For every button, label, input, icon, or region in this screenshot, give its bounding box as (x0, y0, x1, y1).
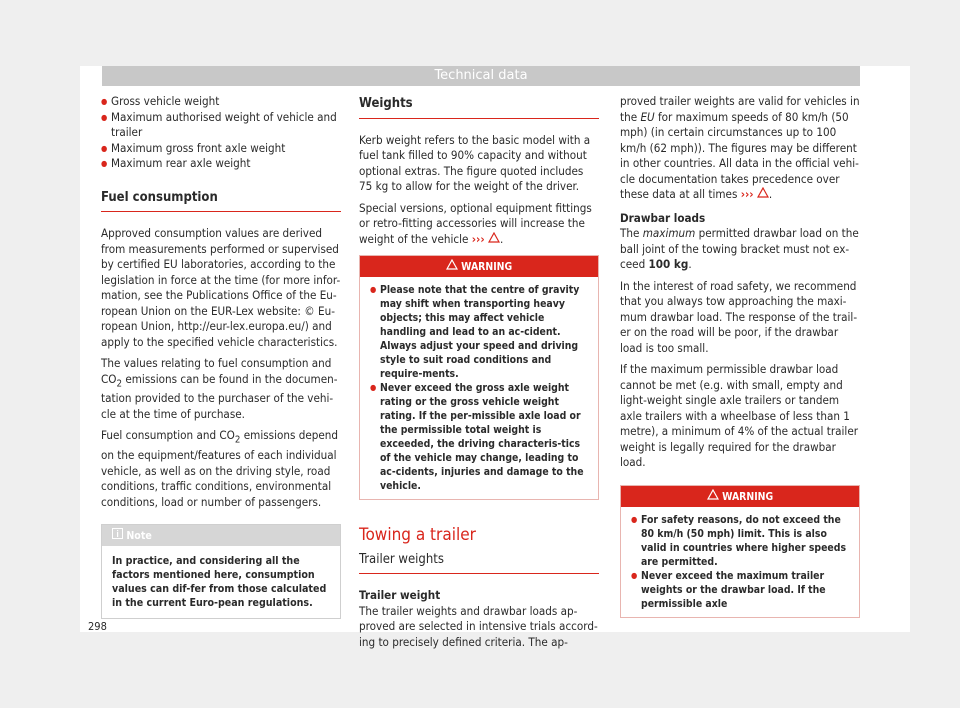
list-item: ● For safety reasons, do not exceed the 80 km/h (50 mph) limit. This is also valid in countries where higher speeds are permitted. (631, 513, 849, 569)
warning-body (360, 277, 598, 499)
note-box (101, 524, 341, 619)
paragraph: Kerb weight refers to the basic model with a fuel tank filled to 90% capacity and without optional extras. The figure quoted includes 75 kg to allow for the weight of the driver. (359, 132, 591, 193)
warning-triangle-icon (488, 232, 500, 248)
drawbar-loads-label: Drawbar loads (620, 210, 706, 225)
list-item: ● Maximum authorised weight of vehicle and trailer (101, 110, 341, 141)
note-text: In practice, and considering all the factors mentioned here, consumption values can dif-fer from those calculated in the current Euro-pean regulations. (112, 555, 327, 610)
paragraph: In the interest of road safety, we recommend that you always tow approaching the maxi-mum drawbar load. The response of the trail-er on the road will be poor, if the drawbar load is too small. (620, 278, 858, 355)
cross-reference-arrows[interactable]: ››› (471, 231, 485, 246)
list-item: ● Never exceed the maximum trailer weights or the drawbar load. If the permissible axle (631, 569, 849, 611)
warning-header (360, 256, 598, 277)
warning-box (620, 485, 860, 618)
info-icon (112, 528, 123, 543)
paragraph: proved trailer weights are valid for vehicles in the EU for maximum speeds of 80 km/h (50 mph) (in certain circumstances up to 100 km/h (62 mph)). The figures may be different in other countries. All data in the official vehi-cle documentation takes precedence over these data at all times ››› . (620, 94, 860, 201)
weights-heading: Weights (359, 90, 599, 119)
note-header (102, 525, 340, 546)
weight-list (101, 94, 341, 172)
column-1 (101, 94, 341, 619)
paragraph: The trailer weights and drawbar loads ap-proved are selected in intensive trials accord-ing to precisely defined criteria. The ap- (359, 603, 598, 649)
paragraph: Special versions, optional equipment fittings or retro-fitting accessories will increase the weight of the vehicle ››› . (359, 200, 592, 246)
paragraph: If the maximum permissible drawbar load cannot be met (e.g. with small, empty and light-weight single axle trailers or tandem axle trailers with a wheelbase of less than 1 metre), a minimum of 4% of the actual trailer weight is legally required for the drawbar load. (620, 362, 859, 469)
warning-title: WARNING (461, 261, 513, 273)
paragraph: The maximum permitted drawbar load on the ball joint of the towing bracket must not ex-ceed 100 kg. (620, 226, 859, 271)
section-header: Technical data (102, 66, 860, 86)
warning-title: WARNING (722, 490, 774, 503)
trailer-weight-label: Trailer weight (359, 588, 441, 602)
warning-triangle-icon (757, 187, 769, 203)
warning-body (621, 507, 859, 617)
list-item: ● Maximum rear axle weight (101, 156, 341, 172)
note-title: Note (126, 530, 152, 543)
list-item: ● Maximum gross front axle weight (101, 141, 341, 157)
paragraph: Fuel consumption and $CO_2$ emissions depend on the equipment/features of each individual vehicle, as well as on the driving style, road conditions, traffic conditions, environmental conditions, load or number of passengers. (101, 428, 339, 509)
warning-triangle-icon (446, 259, 458, 274)
cross-reference-arrows[interactable]: ››› (740, 187, 754, 201)
fuel-consumption-heading: Fuel consumption (101, 184, 341, 213)
list-item: ● Never exceed the gross axle weight rating or the gross vehicle weight rating. If the per-missible axle load or the permissible total weight is exceeded, the driving characteris-tics of the vehicle may change, leading to ac-cidents, injuries and damage to the vehicle. (370, 381, 588, 493)
column-3 (620, 94, 860, 626)
page-number: 298 (88, 620, 107, 633)
list-item: ● Gross vehicle weight (101, 94, 341, 110)
warning-header (621, 486, 859, 507)
column-2 (359, 94, 599, 656)
paragraph: The values relating to fuel consumption and $CO_2$ emissions can be found in the documen-tation provided to the purchaser of the vehi-cle at the time of purchase. (101, 356, 338, 421)
towing-heading: Towing a trailer (359, 525, 476, 545)
paragraph: Approved consumption values are derived from measurements performed or supervised by certified EU laboratories, according to the legislation in force at the time (for more infor-mation, see the Publications Office of the Eu-ropean Union on the EUR-Lex website: © Eu-ropean Union, http://eur-lex.europa.eu/) and apply to the specified vehicle characteristics. (101, 226, 341, 349)
warning-box (359, 255, 599, 500)
trailer-weights-subheading: Trailer weights (359, 552, 599, 575)
list-item: ● Please note that the centre of gravity may shift when transporting heavy objects; this may affect vehicle handling and lead to an ac-cident. Always adjust your speed and driving style to suit road conditions and require-ments. (370, 283, 588, 381)
warning-triangle-icon (707, 489, 719, 504)
